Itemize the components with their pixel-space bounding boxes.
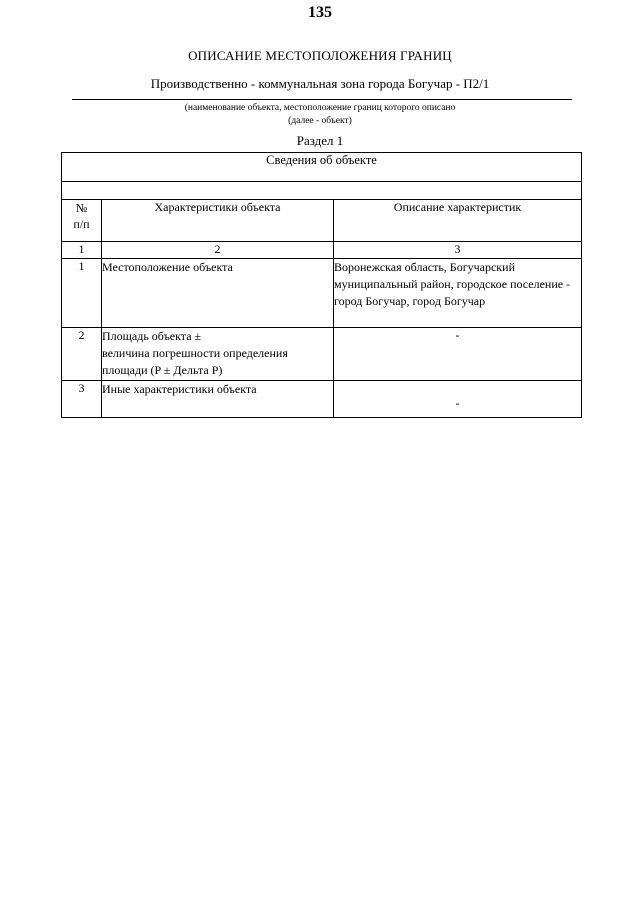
table-row — [62, 328, 582, 381]
caption-line-2: (далее - объект) — [288, 116, 352, 126]
row-characteristic: Местоположение объекта — [102, 259, 334, 328]
row-num: 2 — [62, 328, 102, 381]
row-characteristic: Иные характеристики объекта — [102, 381, 334, 418]
index-cell-1: 1 — [62, 242, 102, 259]
table-row — [62, 259, 582, 328]
characteristic-line-1: Площадь объекта ± — [102, 329, 202, 343]
header-num — [62, 200, 102, 242]
index-cell-2: 2 — [102, 242, 334, 259]
row-description: - — [334, 381, 582, 418]
table-caption-row — [62, 153, 582, 182]
table-header-row — [62, 200, 582, 242]
row-description: Воронежская область, Богучарский муниципальный район, городское поселение - город Богучар, город Богучар — [334, 259, 582, 328]
header-characteristic: Характеристики объекта — [102, 200, 334, 242]
header-num-line-1: № — [75, 201, 88, 215]
section-title: Раздел 1 — [296, 133, 344, 148]
page-number: 135 — [308, 4, 332, 21]
object-name-caption — [0, 102, 640, 128]
document-title: ОПИСАНИЕ МЕСТОПОЛОЖЕНИЯ ГРАНИЦ — [188, 48, 452, 63]
object-name: Производственно - коммунальная зона города Богучар - П2/1 — [150, 76, 490, 91]
object-name-underline — [72, 99, 572, 100]
row-characteristic — [102, 328, 334, 381]
caption-line-1: (наименование объекта, местоположение границ которого описано — [184, 103, 456, 113]
header-num-line-2: п/п — [73, 217, 90, 231]
header-description: Описание характеристик — [334, 200, 582, 242]
object-info-table — [61, 152, 582, 418]
characteristic-line-2: величина погрешности определения — [102, 346, 288, 360]
table-index-row — [62, 242, 582, 259]
index-cell-3: 3 — [334, 242, 582, 259]
table-caption: Сведения об объекте — [62, 153, 582, 182]
table-row — [62, 381, 582, 418]
row-description: - — [334, 328, 582, 381]
row-num: 3 — [62, 381, 102, 418]
table-spacer-cell — [62, 182, 582, 200]
characteristic-line-3: площади (P ± Дельта P) — [102, 363, 223, 377]
row-num: 1 — [62, 259, 102, 328]
table-spacer-row — [62, 182, 582, 200]
